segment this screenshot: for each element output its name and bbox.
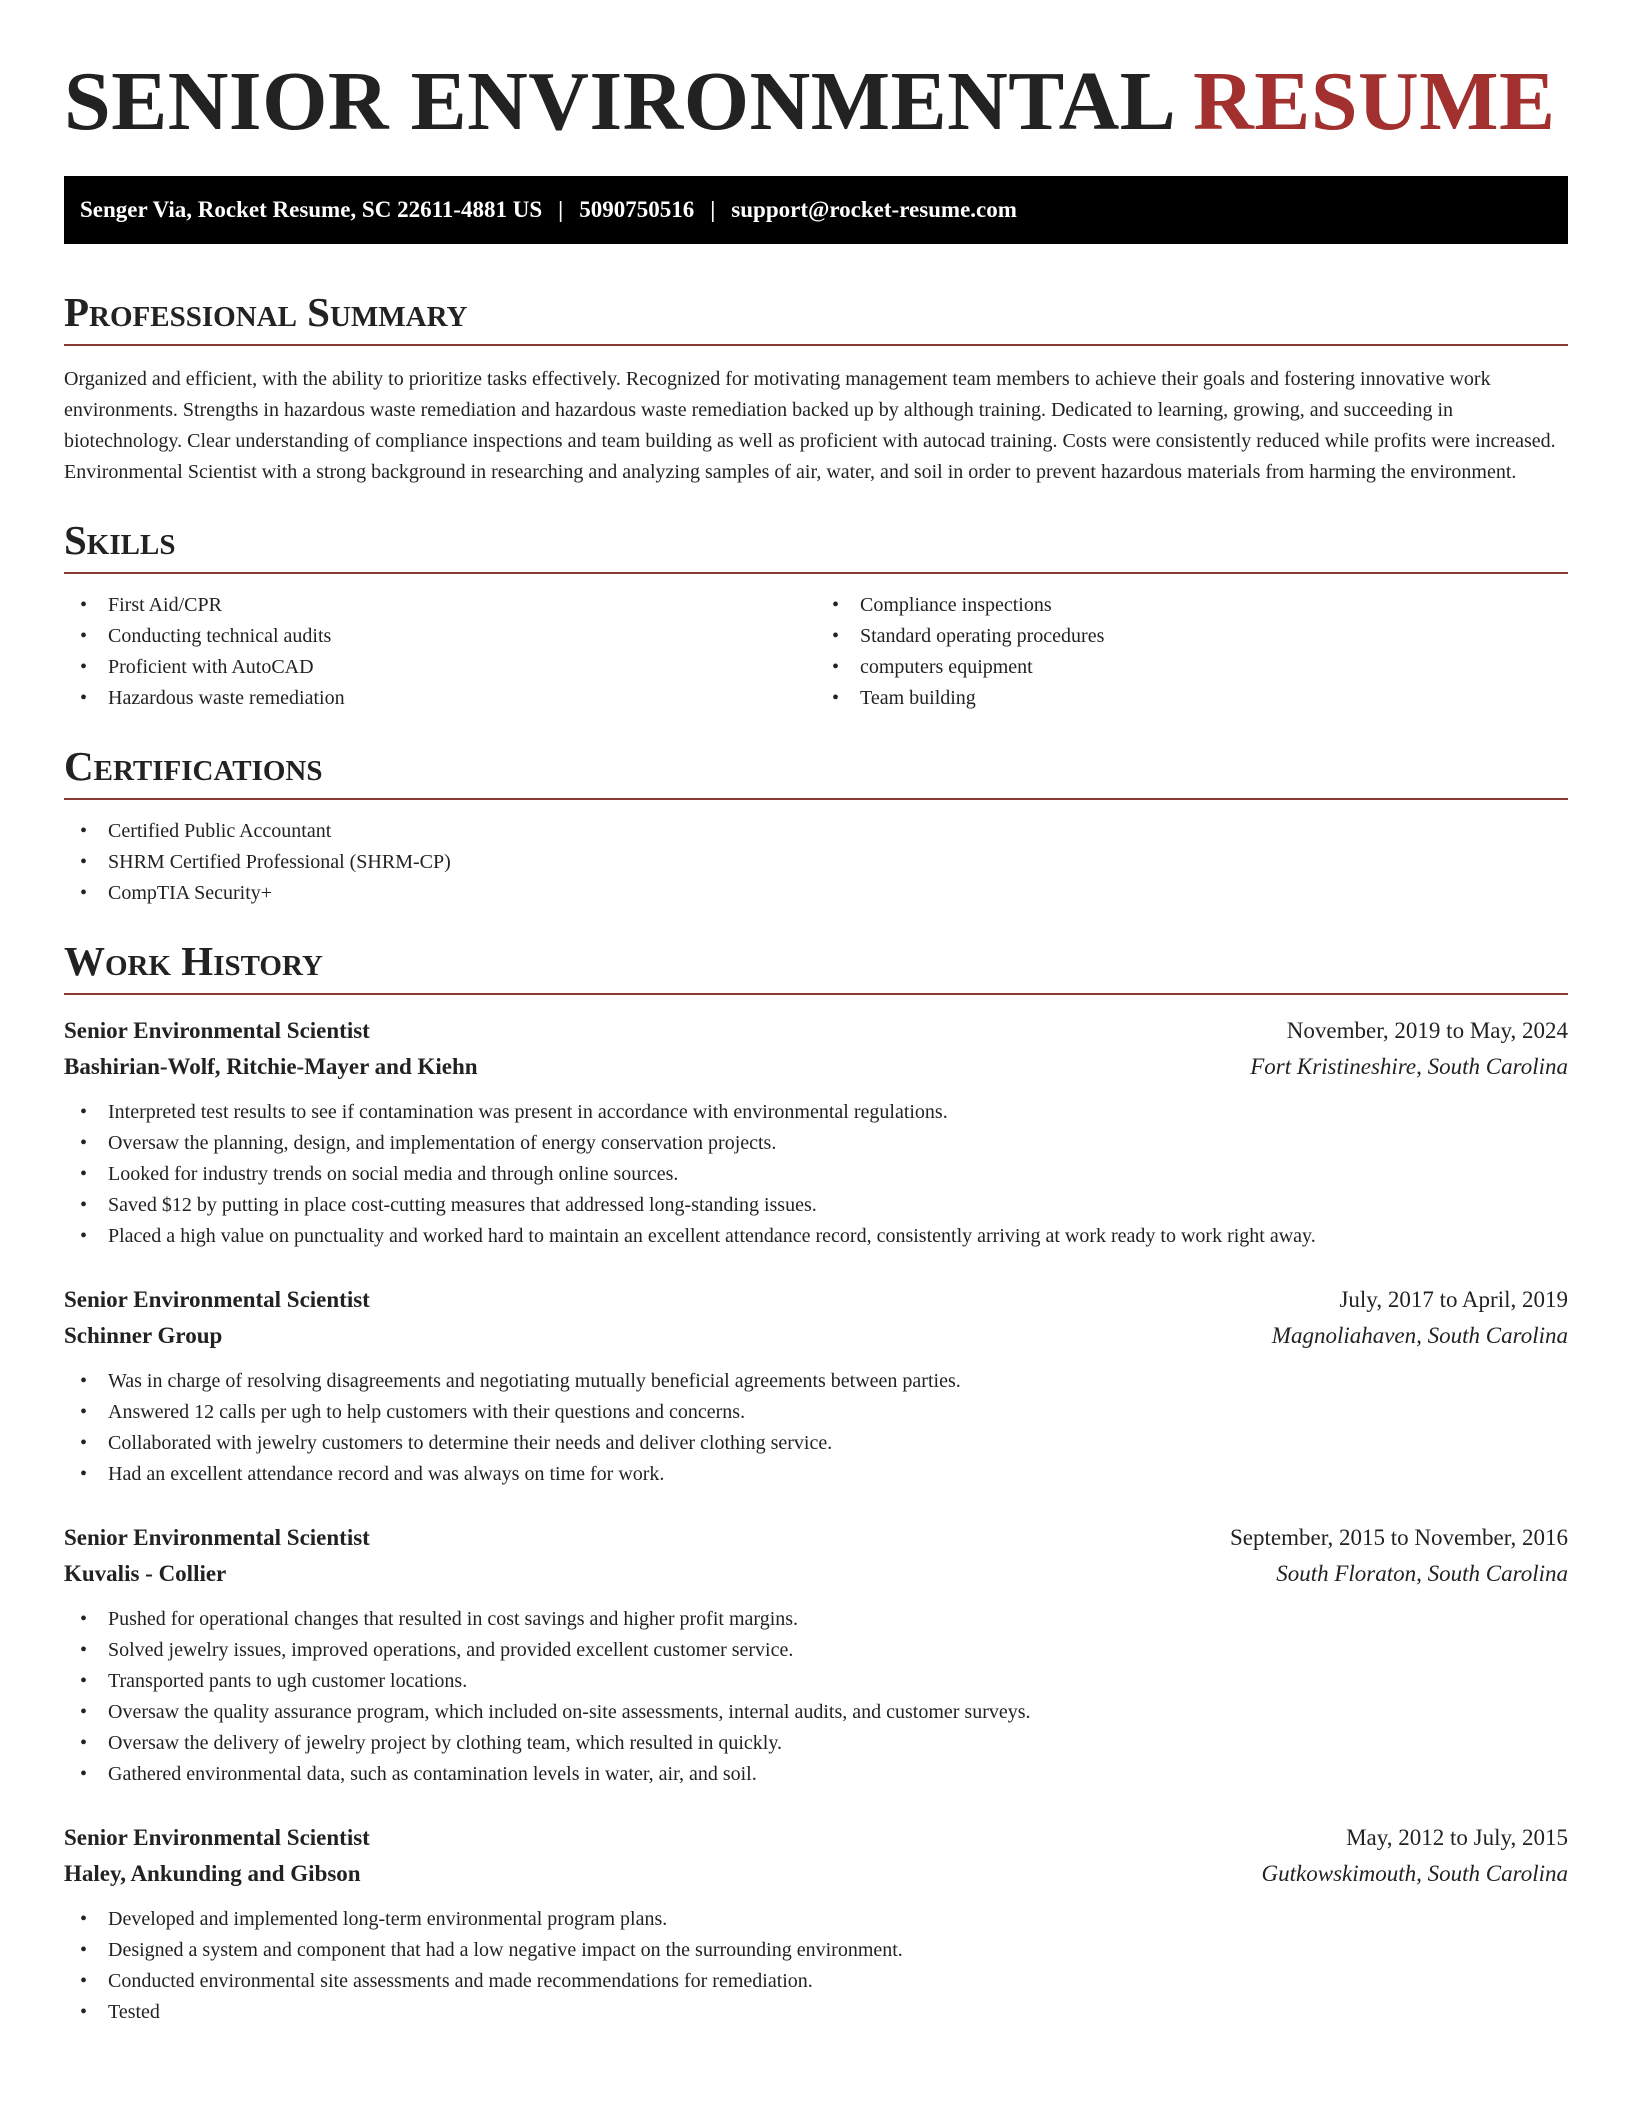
skill-item: • Standard operating procedures <box>816 621 1568 652</box>
job-duty: • Placed a high value on punctuality and worked hard to maintain an excellent attendance record, consistently arriving at work ready to work right away. <box>64 1221 1568 1252</box>
job-duty: • Answered 12 calls per ugh to help customers with their questions and concerns. <box>64 1397 1568 1428</box>
title-part-1: SENIOR ENVIRONMENTAL <box>64 55 1172 148</box>
job-duty: • Oversaw the planning, design, and implementation of energy conservation projects. <box>64 1128 1568 1159</box>
job-duties-list <box>64 1904 1568 2028</box>
certifications-heading: Certifications <box>64 744 1568 800</box>
job-dates: July, 2017 to April, 2019 <box>1339 1287 1568 1312</box>
certifications-list <box>64 816 1568 909</box>
job-dates: May, 2012 to July, 2015 <box>1346 1825 1568 1850</box>
summary-text: Organized and efficient, with the ability to prioritize tasks effectively. Recognized for motivating management team members to achieve their goals and fostering innovative work environments. Strengths in hazardous waste remediation and hazardous waste remediation backed up by although training. Dedicated to learning, growing, and succeeding in biotechnology. Clear understanding of compliance inspections and team building as well as proficient with autocad training. Costs were consistently reduced while profits were increased. Environmental Scientist with a strong background in researching and analyzing samples of air, water, and soil in order to prevent hazardous materials from harming the environment. <box>64 368 1556 483</box>
job-duty: • Solved jewelry issues, improved operations, and provided excellent customer service. <box>64 1635 1568 1666</box>
work-history-heading: Work History <box>64 939 1568 995</box>
job-header-row <box>64 1282 1568 1318</box>
skill-item: • Proficient with AutoCAD <box>64 652 816 683</box>
job-title: Senior Environmental Scientist <box>64 1287 370 1312</box>
job-duties-list <box>64 1604 1568 1790</box>
skill-item: • First Aid/CPR <box>64 590 816 621</box>
job-duty: • Conducted environmental site assessments and made recommendations for remediation. <box>64 1966 1568 1997</box>
job-title: Senior Environmental Scientist <box>64 1825 370 1850</box>
job-duty: • Saved $12 by putting in place cost-cutting measures that addressed long-standing issues. <box>64 1190 1568 1221</box>
certification-item: • SHRM Certified Professional (SHRM-CP) <box>64 847 1568 878</box>
job-company: Kuvalis - Collier <box>64 1561 227 1586</box>
skills-column-left <box>64 590 816 714</box>
job-company: Schinner Group <box>64 1323 223 1348</box>
job-duty: • Tested <box>64 1997 1568 2028</box>
job-location: South Floraton, South Carolina <box>1276 1561 1568 1586</box>
job-location: Magnoliahaven, South Carolina <box>1271 1323 1568 1348</box>
job-dates: September, 2015 to November, 2016 <box>1230 1525 1568 1550</box>
job-duty: • Developed and implemented long-term environmental program plans. <box>64 1904 1568 1935</box>
job-company: Bashirian-Wolf, Ritchie-Mayer and Kiehn <box>64 1054 478 1079</box>
job-duty: • Designed a system and component that had a low negative impact on the surrounding environment. <box>64 1935 1568 1966</box>
summary-heading: Professional Summary <box>64 290 1568 346</box>
skill-item: • Conducting technical audits <box>64 621 816 652</box>
job-location: Gutkowskimouth, South Carolina <box>1261 1861 1568 1886</box>
job-entry <box>64 1013 1568 1252</box>
job-header-row <box>64 1520 1568 1556</box>
skills-list <box>64 590 1568 714</box>
resume-title <box>64 0 1568 160</box>
skill-item: • Team building <box>816 683 1568 714</box>
job-company-row <box>64 1856 1568 1892</box>
job-duty: • Gathered environmental data, such as contamination levels in water, air, and soil. <box>64 1759 1568 1790</box>
skills-column-right <box>816 590 1568 714</box>
skill-item: • Hazardous waste remediation <box>64 683 816 714</box>
job-duty: • Oversaw the delivery of jewelry project by clothing team, which resulted in quickly. <box>64 1728 1568 1759</box>
job-duty: • Collaborated with jewelry customers to determine their needs and deliver clothing service. <box>64 1428 1568 1459</box>
certification-item: • Certified Public Accountant <box>64 816 1568 847</box>
skills-heading: Skills <box>64 518 1568 574</box>
job-company-row <box>64 1556 1568 1592</box>
job-duties-list <box>64 1366 1568 1490</box>
certification-item: • CompTIA Security+ <box>64 878 1568 909</box>
contact-separator: | <box>710 197 716 222</box>
title-part-2: RESUME <box>1193 55 1556 148</box>
job-duty: • Pushed for operational changes that resulted in cost savings and higher profit margins. <box>64 1604 1568 1635</box>
job-duty: • Transported pants to ugh customer locations. <box>64 1666 1568 1697</box>
skill-item: • Compliance inspections <box>816 590 1568 621</box>
job-company-row <box>64 1318 1568 1354</box>
job-dates: November, 2019 to May, 2024 <box>1286 1018 1568 1043</box>
job-location: Fort Kristineshire, South Carolina <box>1250 1054 1568 1079</box>
contact-email: support@rocket-resume.com <box>731 197 1017 222</box>
job-title: Senior Environmental Scientist <box>64 1525 370 1550</box>
job-duty: • Was in charge of resolving disagreements and negotiating mutually beneficial agreements between parties. <box>64 1366 1568 1397</box>
job-title: Senior Environmental Scientist <box>64 1018 370 1043</box>
job-duty: • Oversaw the quality assurance program, which included on-site assessments, internal audits, and customer surveys. <box>64 1697 1568 1728</box>
skill-item: • computers equipment <box>816 652 1568 683</box>
job-duty: • Looked for industry trends on social media and through online sources. <box>64 1159 1568 1190</box>
job-entry <box>64 1282 1568 1490</box>
job-company: Haley, Ankunding and Gibson <box>64 1861 361 1886</box>
job-company-row <box>64 1049 1568 1085</box>
contact-address: Senger Via, Rocket Resume, SC 22611-4881 US <box>80 197 543 222</box>
job-entry <box>64 1520 1568 1790</box>
job-entry <box>64 1820 1568 2028</box>
contact-separator: | <box>558 197 564 222</box>
contact-bar <box>64 176 1568 244</box>
job-duties-list <box>64 1097 1568 1252</box>
contact-phone: 5090750516 <box>579 197 695 222</box>
job-header-row <box>64 1013 1568 1049</box>
job-header-row <box>64 1820 1568 1856</box>
job-duty: • Had an excellent attendance record and was always on time for work. <box>64 1459 1568 1490</box>
job-duty: • Interpreted test results to see if contamination was present in accordance with environmental regulations. <box>64 1097 1568 1128</box>
